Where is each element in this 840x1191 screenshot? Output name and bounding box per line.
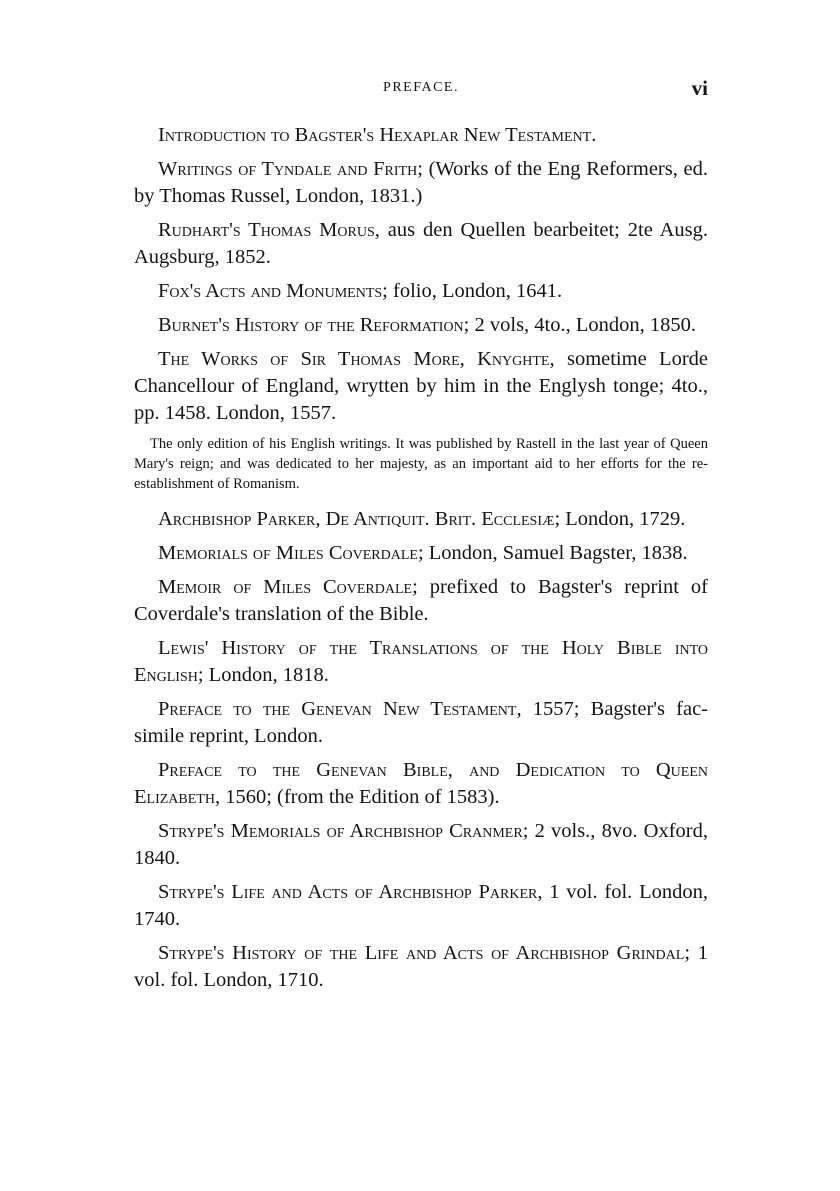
bibliography-entry	[134, 122, 708, 149]
bibliography-list	[134, 122, 708, 1001]
bibliography-entry	[134, 818, 708, 872]
entry-details: ; folio, London, 1641.	[382, 280, 563, 302]
entry-details: ; London, 1729.	[554, 508, 686, 530]
entry-title: Lewis' History of the Translations of the Holy Bible into English	[134, 637, 708, 686]
entry-details: sometime Lorde Chancellour of England, wrytten by him in the Englysh tonge; 4to., pp. 1458. London, 1557.	[134, 348, 708, 424]
page-number: vi	[691, 76, 708, 100]
entry-title: Writings of Tyndale and Frith	[158, 158, 418, 180]
entry-title: Preface to the Genevan New Testament,	[158, 698, 522, 720]
bibliography-entry	[134, 574, 708, 628]
bibliography-entry	[134, 757, 708, 811]
entry-title: Memorials of Miles Coverdale	[158, 542, 418, 564]
entry-title: Strype's History of the Life and Acts of Archbishop Grindal	[158, 942, 685, 964]
entry-details: ; 2 vols., 8vo. Oxford, 1840.	[134, 820, 708, 869]
bibliography-entry	[134, 635, 708, 689]
entry-details: ; 2 vols, 4to., London, 1850.	[463, 314, 697, 336]
entry-details: 1557; Bagster's fac-simile reprint, London.	[134, 698, 709, 747]
entry-title: Burnet's History of the Reformation	[158, 314, 464, 336]
entry-title: Archbishop Parker, De Antiquit. Brit. Ecclesiæ	[158, 508, 555, 530]
bibliography-entry	[134, 540, 708, 567]
bibliography-entry	[134, 940, 708, 994]
bibliography-entry	[134, 278, 708, 305]
entry-details: ; (Works of the Eng Reformers, ed. by Thomas Russel, London, 1831.)	[134, 158, 708, 207]
bibliography-entry	[134, 156, 708, 210]
entry-details: ; London, Samuel Bagster, 1838.	[417, 542, 688, 564]
entry-title: Introduction to Bagster's Hexaplar New Testament.	[158, 124, 597, 146]
entry-details: ; London, 1818.	[197, 664, 329, 686]
entry-title: Preface to the Genevan Bible, and Dedication to Queen Elizabeth,	[134, 759, 708, 808]
bibliography-entry	[134, 696, 708, 750]
bibliography-entry	[134, 217, 708, 271]
entry-details: 1560; (from the Edition of 1583).	[220, 786, 500, 808]
bibliography-entry	[134, 506, 708, 533]
entry-details: aus den Quellen bearbeitet; 2te Ausg. Augsburg, 1852.	[134, 219, 708, 268]
entry-details: ; 1 vol. fol. London, 1710.	[134, 942, 709, 991]
entry-details: ; prefixed to Bagster's reprint of Coverdale's translation of the Bible.	[134, 576, 708, 625]
entry-title: The Works of Sir Thomas More, Knyghte,	[158, 348, 555, 370]
entry-details: 1 vol. fol. London, 1740.	[134, 881, 708, 930]
bibliography-entry	[134, 346, 708, 427]
bibliography-entry	[134, 879, 708, 933]
entry-title: Rudhart's Thomas Morus,	[158, 219, 380, 241]
entry-title: Strype's Life and Acts of Archbishop Parker,	[158, 881, 543, 903]
bibliography-entry	[134, 312, 708, 339]
running-head	[134, 78, 708, 100]
entry-title: Strype's Memorials of Archbishop Cranmer	[158, 820, 523, 842]
entry-title: Memoir of Miles Coverdale	[158, 576, 413, 598]
running-title: PREFACE.	[383, 80, 459, 95]
entry-title: Fox's Acts and Monuments	[158, 280, 383, 302]
footnote: The only edition of his English writings. It was published by Rastell in the last year of Queen Mary's reign; and was dedicated to her majesty, as an important aid to her efforts for the re-establishment of Romanism.	[134, 436, 708, 492]
